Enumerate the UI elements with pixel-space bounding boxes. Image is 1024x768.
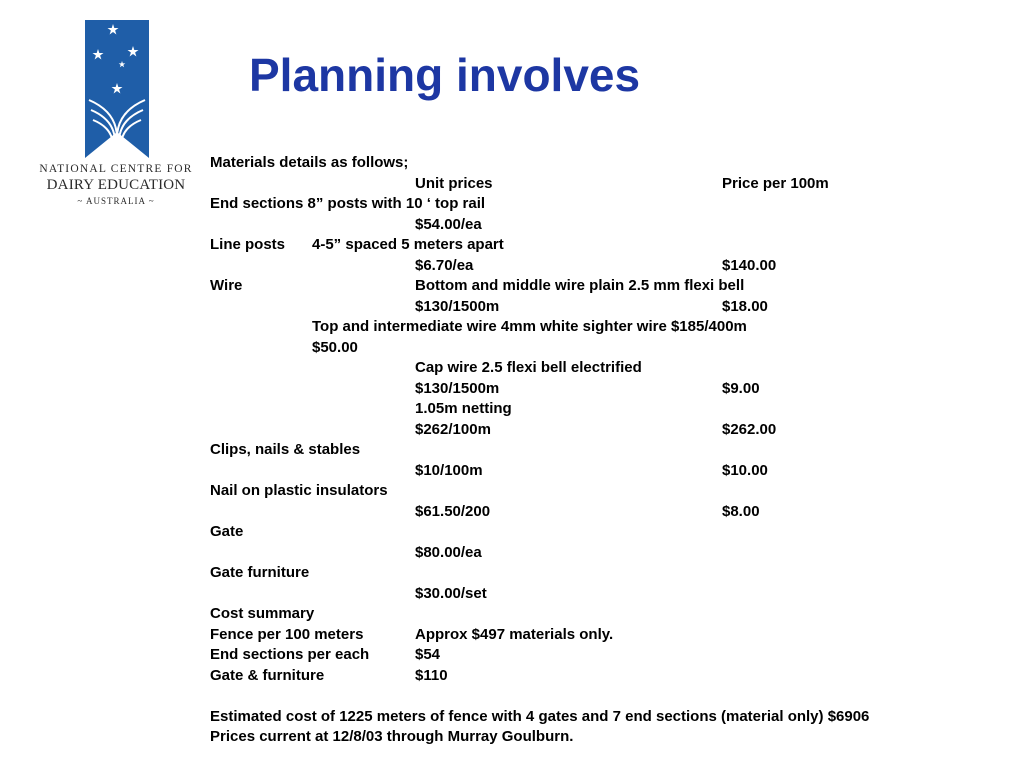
text-line xyxy=(210,666,1010,687)
text-line-col3: $140.00 xyxy=(722,256,777,274)
text-line-col0: Fence per 100 meters xyxy=(210,625,364,643)
text-line xyxy=(210,502,1010,523)
text-line-col2: 1.05m netting xyxy=(415,400,512,417)
org-name-line1: NATIONAL CENTRE FOR xyxy=(39,163,193,175)
text-line xyxy=(210,399,1010,420)
text-line-col0: Gate furniture xyxy=(210,564,310,581)
text-line xyxy=(210,276,1010,297)
text-line xyxy=(210,543,1010,564)
text-line-col1: 4-5” spaced 5 meters apart xyxy=(312,236,504,253)
text-line-col2: Unit prices xyxy=(415,174,493,192)
org-name-line3: ~ AUSTRALIA ~ xyxy=(77,196,155,206)
text-line-col0: End sections per each xyxy=(210,646,370,663)
text-line-col2: $54 xyxy=(415,646,441,663)
text-line-col0: Gate xyxy=(210,523,244,540)
text-line-col3: $18.00 xyxy=(722,297,768,315)
text-line-col0: Line posts xyxy=(210,236,286,253)
text-line-col2: $80.00/ea xyxy=(415,543,482,561)
text-line xyxy=(210,625,1010,646)
text-line-col2: $262/100m xyxy=(415,420,491,438)
text-line-col0: Estimated cost of 1225 meters of fence with 4 gates and 7 end sections (material only) $6906 xyxy=(210,707,870,725)
org-name-line2: DAIRY EDUCATION xyxy=(46,177,186,193)
text-line xyxy=(210,317,1010,338)
materials-list xyxy=(210,153,1010,748)
text-line-col2: $54.00/ea xyxy=(415,215,482,233)
text-line-col0: Nail on plastic insulators xyxy=(210,482,388,499)
text-line-col2: Approx $497 materials only. xyxy=(415,625,614,643)
text-line xyxy=(210,338,1010,359)
text-line-col1: $50.00 xyxy=(312,338,358,356)
text-line-col0: Wire xyxy=(210,277,243,294)
text-line-col3: $8.00 xyxy=(722,502,760,520)
text-line-col3: $262.00 xyxy=(722,420,777,438)
text-line-col2: $10/100m xyxy=(415,461,483,479)
text-line xyxy=(210,235,1010,256)
text-line-col0: Cost summary xyxy=(210,605,315,622)
text-line xyxy=(210,686,1010,707)
text-line xyxy=(210,256,1010,277)
text-line-col0: End sections 8” posts with 10 ‘ top rail xyxy=(210,195,486,212)
text-line xyxy=(210,604,1010,625)
slide-title: Planning involves xyxy=(249,49,641,101)
text-line-col2: $30.00/set xyxy=(415,584,487,602)
text-line xyxy=(210,174,1010,195)
text-line-col2: $130/1500m xyxy=(415,297,500,315)
text-line-col2: $130/1500m xyxy=(415,379,500,397)
text-line-col3: $9.00 xyxy=(722,379,760,397)
text-line-col3: Price per 100m xyxy=(722,174,829,192)
text-line xyxy=(210,297,1010,318)
text-line xyxy=(210,194,1010,215)
text-line xyxy=(210,358,1010,379)
text-line xyxy=(210,379,1010,400)
text-line-col0: Prices current at 12/8/03 through Murray Goulburn. xyxy=(210,728,574,745)
text-line xyxy=(210,727,1010,748)
text-line xyxy=(210,707,1010,728)
text-line xyxy=(210,584,1010,605)
text-line xyxy=(210,215,1010,236)
text-line-col3: $10.00 xyxy=(722,461,768,479)
text-line-col0: Materials details as follows; xyxy=(210,154,409,171)
text-line xyxy=(210,461,1010,482)
text-line xyxy=(210,645,1010,666)
text-line xyxy=(210,563,1010,584)
text-line xyxy=(210,522,1010,543)
southern-cross-banner-icon xyxy=(85,20,149,158)
text-line-col2: Cap wire 2.5 flexi bell electrified xyxy=(415,359,642,376)
text-line-col0: Clips, nails & stables xyxy=(210,441,361,458)
text-line-col2: $61.50/200 xyxy=(415,502,491,520)
text-line-col2: $6.70/ea xyxy=(415,256,474,274)
text-line xyxy=(210,420,1010,441)
text-line-col2: Bottom and middle wire plain 2.5 mm flexi bell xyxy=(415,277,745,294)
text-line xyxy=(210,440,1010,461)
text-line xyxy=(210,481,1010,502)
text-line-col2: $110 xyxy=(415,666,448,684)
text-line xyxy=(210,153,1010,174)
text-line-col1: Top and intermediate wire 4mm white sighter wire $185/400m xyxy=(312,318,747,335)
text-line-col0: Gate & furniture xyxy=(210,666,325,684)
